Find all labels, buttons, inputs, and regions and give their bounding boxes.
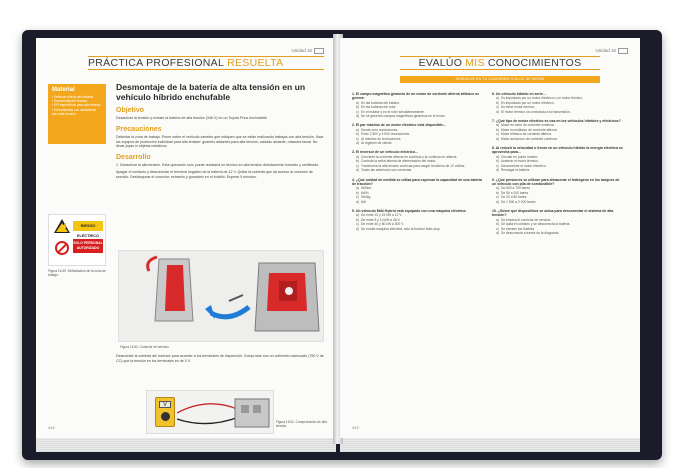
option-letter: c) [496,105,499,110]
unit-box [618,48,628,54]
option-text: El motor térmico va conectado a la transmisión. [501,109,571,114]
option-text: No tiene motor térmico. [501,105,536,110]
question-item [492,209,624,235]
option-letter: d) [496,168,499,173]
option-letter: d) [356,199,359,204]
option-letter: d) [356,141,359,146]
material-item: • Vehículo híbrido enchufable [52,95,102,99]
option-letter: a) [496,186,499,191]
left-page [36,38,336,438]
voltmeter-screen: V [159,401,171,408]
banner-main: PRÁCTICA PROFESIONAL [88,57,225,69]
option-text: Desconectar el motor eléctrico. [501,163,547,168]
option-text: Se quita el contacto y se desconecta la batería. [501,222,571,227]
question-item [352,178,484,204]
option-letter: b) [356,217,359,222]
option-text: Motor en serie de corriente continua. [501,123,555,128]
figure-caption: Figura 16.50. Conector de servicio. [120,345,170,349]
option-letter: c) [356,222,359,227]
question-item [352,150,484,172]
unit-box [314,48,324,54]
material-item: • Herramientas con aislamiento para alta tensión [52,108,102,116]
warning-caption: Figura 16.49. Señalización de la zona de trabajo. [48,269,106,277]
option-text: Motor trifásico de corriente alterna. [501,132,552,137]
unit-label: Unidad 16 [595,48,628,54]
banner-tail: CONOCIMIENTOS [487,57,582,69]
option-text: No monta máquina eléctrica, sólo la función start-stop. [361,226,441,231]
question-text: 6. Un vehículo híbrido en serie... [492,92,546,96]
option-text: Es impulsado por un motor eléctrico o un motor térmico. [501,96,583,101]
option-text: Convierte la corriente alterna en continua y la continua en alterna. [361,154,458,159]
service-connector-illustration [119,251,324,342]
option-text: kW. [361,199,367,204]
option-text: Motor monofásico de corriente alterna. [501,127,558,132]
answer-option [492,200,624,204]
option-text: Controla la señal alterna de alimentación del motor. [361,159,437,164]
question-text: 3. El inversor de un vehículo eléctrico... [352,150,418,155]
development-heading: Desarrollo [116,154,151,162]
right-page [340,38,640,438]
option-text: De 500 a 700 bares. [501,186,531,191]
answer-option [352,200,484,204]
voltmeter [155,397,175,427]
option-letter: c) [496,132,499,137]
answer-option [352,227,484,231]
option-letter: a) [356,100,359,105]
option-letter: b) [496,159,499,164]
subtitle-bar: RESUELVE EN TU CUADERNO O BLOC DE NOTAS [400,76,600,83]
option-text: Entre 2 500 y 3 500 revoluciones. [361,132,411,137]
option-letter: b) [496,127,499,132]
option-text: Se ensaca el conector de servicio. [501,217,552,222]
option-letter: b) [356,190,359,195]
option-letter: a) [496,217,499,222]
question-text: 9. ¿Qué presiones se utilizan para almacenar el hidrógeno en los tanques de un vehículo con pila de combustible? [492,177,620,186]
question-item [492,92,624,114]
option-letter: d) [496,199,499,204]
answer-option [352,114,484,118]
authorized-personnel-label: SOLO PERSONAL AUTORIZADO [73,239,103,253]
option-letter: c) [356,136,359,141]
banner-accent: RESUELTA [227,57,284,69]
option-text: Acelerar el motor térmico. [501,159,539,164]
option-text: En las bobinas del estátor. [361,100,400,105]
practice-title: Desmontaje de la batería de alta tensión en un vehículo híbrido enchufable [116,82,306,102]
option-text: Circular en punto muerto. [501,154,539,159]
option-text: Se desconecta a través de la diagnosis. [501,230,560,235]
question-item [352,209,484,231]
page-number: 448 [48,425,55,430]
option-text: kW/km. [361,186,372,191]
question-item [492,146,624,172]
option-letter: a) [496,154,499,159]
right-page-edges [340,438,640,452]
service-connector-figure [118,250,324,342]
option-letter: b) [356,132,359,137]
option-text: En las bobinas del rotor. [361,105,397,110]
material-title: Material [52,87,75,93]
option-letter: c) [356,195,359,200]
option-text: Wh/kg. [361,195,372,200]
banner-main: EVALÚO [418,57,463,69]
option-text: En el estátor y en el rotor simultáneamente. [361,109,425,114]
option-text: Al máximo de revoluciones. [361,136,402,141]
page-number: 449 [352,425,359,430]
option-letter: a) [356,127,359,132]
material-item: • EPI específicos para alta tensión [52,103,102,107]
option-letter: c) [356,163,359,168]
option-text: kW/h. [361,190,370,195]
question-text: 1. El campo magnético giratorio de un motor de corriente alterna trifásico se genera: [352,92,480,101]
question-item [492,119,624,141]
material-item: • Documentación técnica [52,99,102,103]
option-letter: d) [356,114,359,119]
option-letter: a) [496,96,499,101]
banner-accent: MIS [465,57,485,69]
option-letter: d) [496,136,499,141]
question-text: 10. ¿Sobre qué dispositivos se actúa para desconectar el sistema de alta tensión? [492,208,614,218]
option-text: De 20 a 80 bares. [501,195,528,200]
question-text: 2. El par máximo de un motor eléctrico está disponible... [352,123,446,128]
section-banner [88,56,324,70]
option-text: Desde cero revoluciones. [361,127,399,132]
practice-content [116,82,326,180]
voltage-check-figure [146,390,274,434]
option-letter: a) [356,186,359,191]
option-letter: b) [356,159,359,164]
option-letter: d) [496,109,499,114]
option-text: De entre 10 y 15 kW a 12 V. [361,213,403,218]
option-letter: c) [496,226,499,231]
option-letter: c) [496,163,499,168]
option-letter: b) [496,222,499,227]
option-letter: c) [356,109,359,114]
material-box [48,84,106,144]
option-text: Recargar la batería. [501,168,531,173]
option-text: De entre 8 y 14 kW a 48 V. [361,217,401,222]
voltmeter-dial [161,412,170,421]
option-letter: d) [356,168,359,173]
option-text: Transforma la alta tensión continua para cargar la batería de 12 voltios. [361,163,466,168]
option-text: De 50 a 100 bares. [501,190,530,195]
option-letter: d) [496,230,499,235]
option-letter: a) [356,154,359,159]
question-text: 5. Un vehículo Mild Hybrid está equipado con una máquina eléctrica: [352,208,467,213]
answer-option [492,168,624,172]
section-banner [400,56,600,70]
question-item [352,92,484,118]
option-text: No se generan campos magnéticos giratorios en el motor. [361,114,446,119]
option-text: De entre 40 y 80 kW a 300 V. [361,222,404,227]
option-letter: c) [496,195,499,200]
left-page-edges [36,438,336,452]
option-text: Todas las anteriores son correctas. [361,168,413,173]
question-text: 8. Al reducir la velocidad o frenar en un vehículo híbrido la energía eléctrica se aprovecha para... [492,146,623,155]
step-text: 1. Desactivar la alta tensión. Esta operación solo puede realizarla un técnico en alta tensión debidamente formado y certificado. [116,163,320,168]
answer-option [352,168,484,172]
step-text: Apagar el contacto y desconectar el terminal negativo de la batería de 12 V. Quitar la cubierta que da acceso al conector de servicio. Desbloquear el conector, extraerlo y guardarlo en el bolsillo. Esperar 5 minutos. [116,169,313,179]
option-text: Se extraen los fusibles. [501,226,536,231]
warning-signs [48,214,106,266]
electric-risk-label: RIESGO ELÉCTRICO [73,221,103,231]
precautions-heading: Precauciones [116,125,162,133]
precautions-text: Delimitar la zona de trabajo. Poner sobre el vehículo carteles que indiquen que se están realizando trabajos con alta tensión. Usar los equipos de protección individual para alta tensión: guantes aislantes para alta tensión, calzado aislante, máscara facial. No llevar joyas ni objetos metálicos. [116,134,324,149]
option-letter: a) [496,123,499,128]
objective-heading: Objetivo [116,107,145,114]
inverter-step-text: Desmontar la cubierta del inversor para acceder a los terminales de inspección. Comprobar con un voltímetro adecuado (750 V de CC) que la tensión en los terminales es de 0 V. [116,354,324,363]
answer-option [352,141,484,145]
question-text: 4. ¿Qué unidad de medida se utiliza para expresar la capacidad de una batería de tracción? [352,177,482,186]
option-letter: b) [356,105,359,110]
option-letter: b) [496,190,499,195]
question-text: 7. ¿Qué tipo de motor eléctrico se usa en los vehículos híbridos y eléctricos? [492,119,621,124]
question-item [492,178,624,204]
questions-column-left [352,92,484,236]
option-text: Motor asíncrono de corriente continua. [501,136,558,141]
answer-option [492,137,624,141]
option-letter: d) [356,226,359,231]
unit-label: Unidad 16 [291,48,324,54]
option-letter: b) [496,100,499,105]
questions-column-right [492,92,624,240]
no-entry-icon [55,241,69,255]
question-item [352,123,484,145]
material-list [52,95,102,116]
option-text: Al régimen de ralentí. [361,141,393,146]
inverter-terminals-illustration [177,395,273,431]
objective-text: Desactivar la tensión y extraer la batería de alta tensión (346 V) en un Toyota Prius enchufable. [116,116,268,120]
lightning-icon: ⚡ [60,224,69,231]
option-letter: a) [356,213,359,218]
answer-option [492,110,624,114]
answer-option [492,231,624,235]
option-text: De 1 500 a 2 000 bares. [501,199,537,204]
option-text: Es impulsado por un motor eléctrico. [501,100,555,105]
figure-caption: Figura 16.51. Comprobación de alta tensión. [276,420,327,428]
